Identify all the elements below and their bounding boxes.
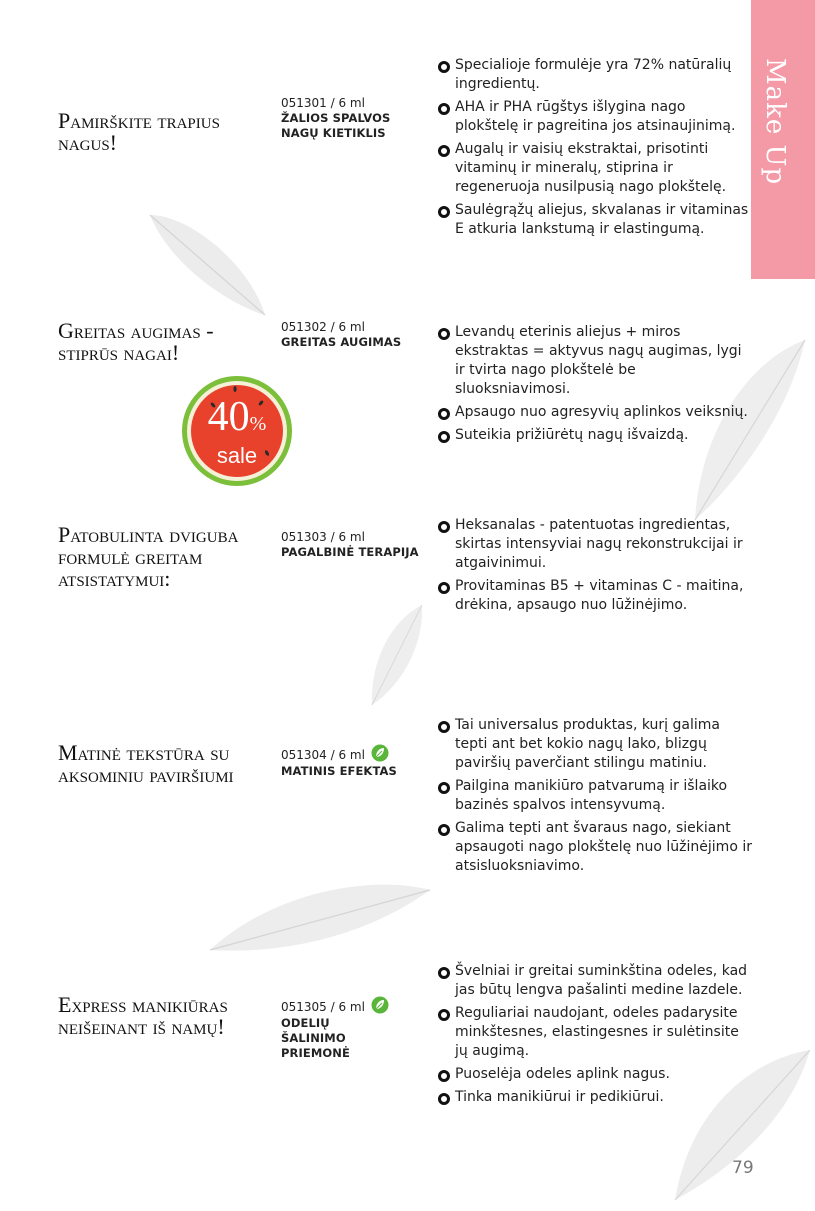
bullet-icon: [438, 721, 450, 733]
bullet-icon: [438, 206, 450, 218]
product-5-name: ODELIŲ ŠALINIMO PRIEMONĖ: [281, 1016, 350, 1060]
bullet-item: Suteikia prižiūrėtų nagų išvaizdą.: [437, 426, 752, 445]
bullet-icon: [438, 145, 450, 157]
product-1-code: 051301 / 6 ml: [281, 96, 365, 110]
product-1-name: ŽALIOS SPALVOS NAGŲ KIETIKLIS: [281, 111, 391, 140]
sale-badge-text: [181, 395, 293, 466]
product-1-bullets: [437, 56, 752, 243]
feather-decoration-3: [362, 600, 432, 710]
bullet-item: Apsaugo nuo agresyvių aplinkos veiksnių.: [437, 403, 752, 422]
bullet-item: Heksanalas - patentuotas ingredientas, skirtas intensyviai nagų rekonstrukcijai ir atgaivinimui.: [437, 516, 752, 573]
product-2-code: 051302 / 6 ml: [281, 320, 365, 334]
product-5-code: 051305 / 6 ml: [281, 999, 365, 1014]
eco-leaf-icon: [371, 744, 389, 762]
bullet-item: AHA ir PHA rūgštys išlygina nago plokštelę ir pagreitina jos atsinaujinimą.: [437, 98, 752, 136]
product-4-heading: Matinė tekstūra su aksominiu paviršiumi: [58, 740, 234, 787]
bullet-icon: [438, 782, 450, 794]
page-number: 79: [732, 1158, 754, 1178]
bullet-item: Augalų ir vaisių ekstraktai, prisotinti vitaminų ir mineralų, stiprina ir regeneruoja nusilpusią nago plokštelę.: [437, 140, 752, 197]
bullet-item: Tinka manikiūrui ir pedikiūrui.: [437, 1088, 752, 1107]
sale-percent: 40: [207, 394, 250, 440]
feather-decoration-1: [140, 195, 270, 325]
sale-label: sale: [216, 443, 258, 468]
product-5-code-block: [281, 998, 431, 1061]
product-1-code-block: [281, 96, 431, 141]
product-3-code-block: [281, 530, 431, 560]
bullet-icon: [438, 521, 450, 533]
bullet-icon: [438, 1093, 450, 1105]
bullet-item: Galima tepti ant švaraus nago, siekiant apsaugoti nago plokštelę nuo lūžinėjimo ir atsisluoksniavimo.: [437, 819, 752, 876]
bullet-icon: [438, 1070, 450, 1082]
product-3-bullets: [437, 516, 752, 619]
bullet-item: Pailgina manikiūro patvarumą ir išlaiko bazinės spalvos intensyvumą.: [437, 777, 752, 815]
product-3-code: 051303 / 6 ml: [281, 530, 365, 544]
product-4-bullets: [437, 716, 752, 880]
bullet-icon: [438, 582, 450, 594]
product-1-heading: Pamirškite trapius nagus!: [58, 108, 220, 155]
eco-leaf-icon: [371, 996, 389, 1014]
bullet-item: Provitaminas B5 + vitaminas C - maitina, drėkina, apsaugo nuo lūžinėjimo.: [437, 577, 752, 615]
section-tab-label: Make Up: [760, 58, 790, 186]
product-4-code: 051304 / 6 ml: [281, 747, 365, 762]
bullet-item: Reguliariai naudojant, odeles padarysite minkštesnes, elastingesnes ir sulėtinsite jų augimą.: [437, 1004, 752, 1061]
product-2-bullets: [437, 323, 752, 449]
product-2-code-block: [281, 320, 431, 350]
bullet-item: Švelniai ir greitai suminkština odeles, kad jas būtų lengva pašalinti medine lazdele.: [437, 962, 752, 1000]
bullet-icon: [438, 1009, 450, 1021]
product-3-name: PAGALBINĖ TERAPIJA: [281, 545, 419, 559]
feather-decoration-4: [205, 870, 435, 960]
product-2-heading: Greitas augimas - stiprūs nagai!: [58, 318, 214, 365]
bullet-icon: [438, 328, 450, 340]
bullet-item: Saulėgrąžų aliejus, skvalanas ir vitaminas E atkuria lankstumą ir elastingumą.: [437, 201, 752, 239]
product-2-name: GREITAS AUGIMAS: [281, 335, 402, 349]
product-4-code-block: [281, 746, 431, 779]
bullet-icon: [438, 103, 450, 115]
product-3-heading: Patobulinta dviguba formulė greitam atsistatymui:: [58, 522, 239, 591]
bullet-item: Tai universalus produktas, kurį galima tepti ant bet kokio nagų lako, blizgų paviršių paverčiant stilingu matiniu.: [437, 716, 752, 773]
sale-percent-sign: %: [249, 413, 267, 435]
bullet-icon: [438, 967, 450, 979]
bullet-item: Specialioje formulėje yra 72% natūralių ingredientų.: [437, 56, 752, 94]
bullet-item: Levandų eterinis aliejus + miros ekstraktas = aktyvus nagų augimas, lygi ir tvirta nago plokštelė be sluoksniavimosi.: [437, 323, 752, 399]
bullet-icon: [438, 824, 450, 836]
product-5-heading: Express manikiūras neišeinant iš namų!: [58, 992, 228, 1039]
bullet-icon: [438, 61, 450, 73]
bullet-icon: [438, 408, 450, 420]
bullet-icon: [438, 431, 450, 443]
bullet-item: Puoselėja odeles aplink nagus.: [437, 1065, 752, 1084]
product-4-name: MATINIS EFEKTAS: [281, 764, 397, 778]
product-5-bullets: [437, 962, 752, 1111]
